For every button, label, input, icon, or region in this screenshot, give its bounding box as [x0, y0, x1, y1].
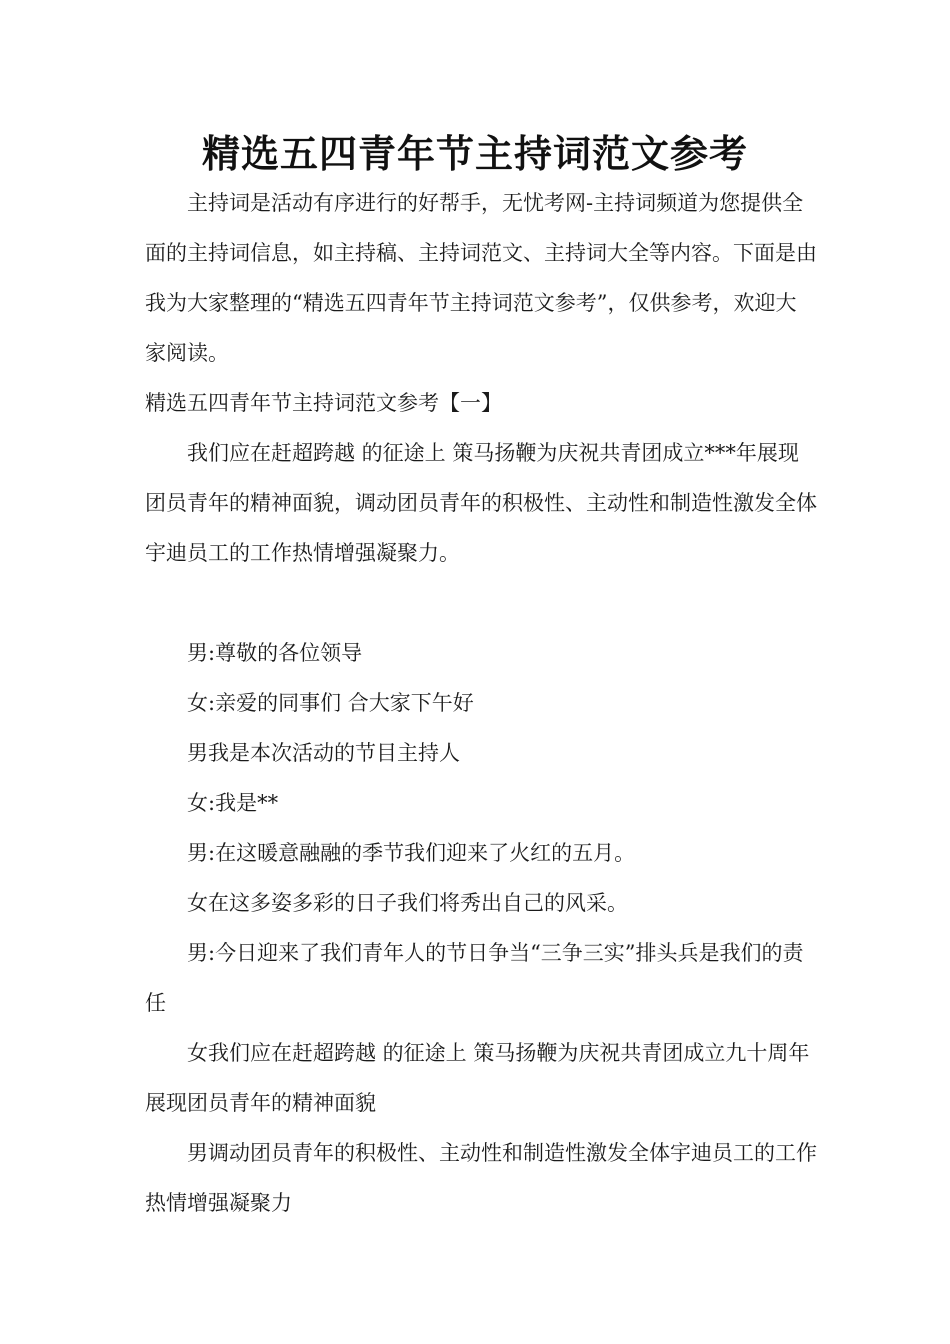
dialogue-line: 男我是本次活动的节目主持人 — [187, 741, 460, 765]
dialogue-line: 男调动团员青年的积极性、主动性和制造性激发全体宇迪员工的工作热情增强凝聚力 — [145, 1141, 817, 1215]
dialogue-line: 女我们应在赶超跨越 的征途上 策马扬鞭为庆祝共青团成立九十周年展现团员青年的精神面貌 — [145, 1041, 810, 1115]
section-heading: 精选五四青年节主持词范文参考【一】 — [145, 391, 502, 415]
dialogue-line: 男:在这暖意融融的季节我们迎来了火红的五月。 — [187, 841, 636, 865]
dialogue-line: 女:亲爱的同事们 合大家下午好 — [187, 691, 474, 715]
section-paragraph: 我们应在赶超跨越 的征途上 策马扬鞭为庆祝共青团成立***年展现团员青年的精神面貌，调动团员青年的积极性、主动性和制造性激发全体宇迪员工的工作热情增强凝聚力。 — [145, 441, 817, 565]
dialogue-line: 女:我是** — [187, 791, 279, 815]
document-title: 精选五四青年节主持词范文参考 — [201, 132, 748, 176]
dialogue-line: 男:尊敬的各位领导 — [187, 641, 363, 665]
intro-paragraph: 主持词是活动有序进行的好帮手，无忧考网-主持词频道为您提供全面的主持词信息，如主持稿、主持词范文、主持词大全等内容。下面是由我为大家整理的“精选五四青年节主持词范文参考”，仅供参考，欢迎大家阅读。 — [145, 191, 817, 365]
blank-spacer — [145, 578, 817, 628]
dialogue-line: 女在这多姿多彩的日子我们将秀出自己的风采。 — [187, 891, 628, 915]
document-body — [145, 178, 817, 1228]
dialogue-line: 男:今日迎来了我们青年人的节日争当“三争三实”排头兵是我们的责任 — [145, 941, 804, 1015]
